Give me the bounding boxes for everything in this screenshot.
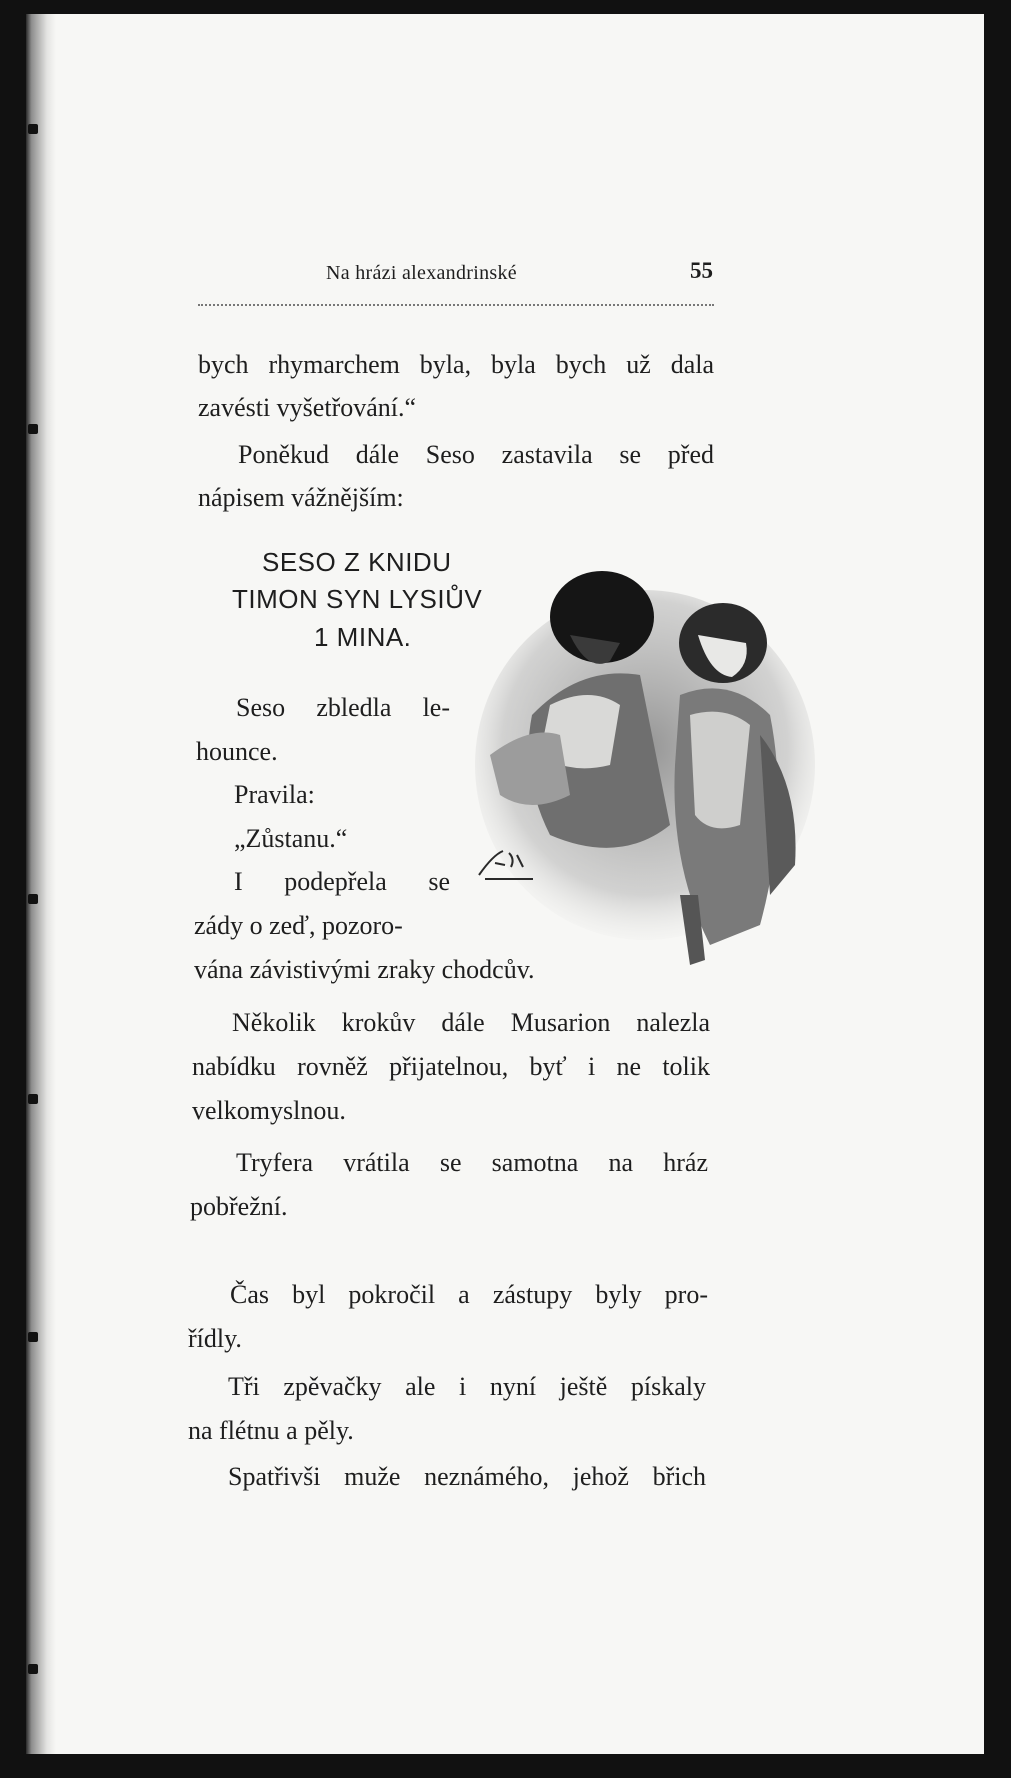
inscription-line: TIMON SYN LYSIŮV xyxy=(232,584,483,614)
text-line: Spatřivši muže neznámého, jehož břich xyxy=(228,1462,706,1491)
text-line: na flétnu a pěly. xyxy=(188,1416,354,1445)
header-rule xyxy=(198,304,714,306)
text-line: Pravila: xyxy=(234,780,315,809)
text-line: Seso zbledla le- xyxy=(236,693,450,722)
spine-blemish xyxy=(28,1664,38,1674)
page-number: 55 xyxy=(690,258,713,283)
text-line: zavésti vyšetřování.“ xyxy=(198,393,417,422)
text-line: „Zůstanu.“ xyxy=(234,824,348,853)
running-header: Na hrázi alexandrinské xyxy=(326,262,517,284)
text-line: Tři zpěvačky ale i nyní ještě pískaly xyxy=(228,1372,706,1401)
text-line: zády o zeď, pozoro- xyxy=(194,911,403,940)
text-line: bych rhymarchem byla, byla bych už dala xyxy=(198,350,714,379)
inscription-line: SESO Z KNIDU xyxy=(262,547,452,577)
text-line: nápisem vážnějším: xyxy=(198,483,404,512)
spine-blemish xyxy=(28,124,38,134)
spine-blemish xyxy=(28,424,38,434)
text-line: vána závistivými zraky chodcův. xyxy=(194,955,535,984)
text-line: řídly. xyxy=(188,1324,242,1353)
artist-signature xyxy=(475,845,545,885)
spine-blemish xyxy=(28,1332,38,1342)
spine-blemish xyxy=(28,1094,38,1104)
book-spine-edge xyxy=(26,14,56,1754)
text-line: Několik krokův dále Musarion nalezla xyxy=(232,1008,710,1037)
text-line: Poněkud dále Seso zastavila se před xyxy=(238,440,714,469)
text-line: nabídku rovněž přijatelnou, byť i ne tolik xyxy=(192,1052,710,1081)
text-line: Tryfera vrátila se samotna na hráz xyxy=(236,1148,708,1177)
text-line: hounce. xyxy=(196,737,278,766)
text-line: velkomyslnou. xyxy=(192,1096,346,1125)
spine-blemish xyxy=(28,894,38,904)
text-line: pobřežní. xyxy=(190,1192,288,1221)
text-line: Čas byl pokročil a zástupy byly pro- xyxy=(230,1280,708,1309)
inscription-line: 1 MINA. xyxy=(314,622,412,652)
couple-illustration xyxy=(470,565,840,985)
text-line: I podepřela se xyxy=(234,867,450,896)
